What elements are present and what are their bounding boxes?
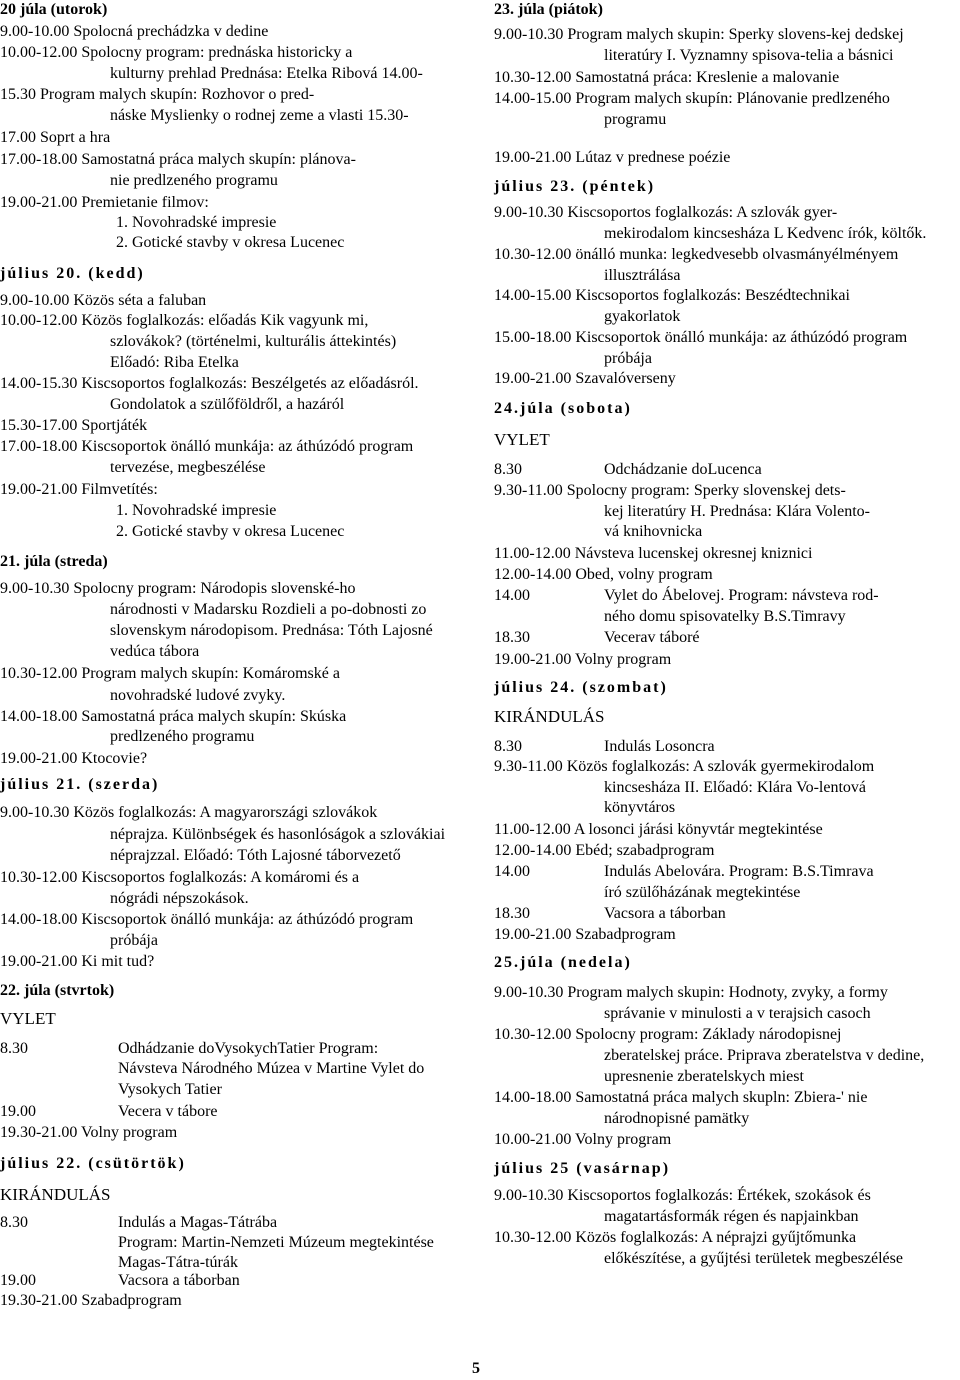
day-heading: 22. júla (stvrtok) xyxy=(0,982,115,999)
schedule-line: 9.30-11.00 Közös foglalkozás: A szlovák gyermekirodalom xyxy=(494,758,875,775)
day-heading: július 20. (kedd) xyxy=(0,265,145,282)
schedule-line: 17.00-18.00 Samostatná práca malych skupín: plánova- xyxy=(0,151,356,168)
schedule-line: 14.00 xyxy=(494,587,530,604)
schedule-line: 10.00-12.00 Spolocny program: prednáska historicky a xyxy=(0,44,353,61)
day-heading: VYLET xyxy=(494,430,550,449)
schedule-line: 9.00-10.30 Kiscsoportos foglalkozás: A szlovák gyer- xyxy=(494,204,838,221)
day-heading: KIRÁNDULÁS xyxy=(494,707,605,726)
schedule-line: predlzeného programu xyxy=(110,728,255,745)
day-heading: július 25 (vasárnap) xyxy=(494,1160,671,1177)
schedule-line: 19.00-21.00 Lútaz v prednese poézie xyxy=(494,149,731,166)
schedule-line: 8.30 xyxy=(494,461,522,478)
schedule-line: 10.30-12.00 Kiscsoportos foglalkozás: A komáromi és a xyxy=(0,869,360,886)
schedule-line: 9.00-10.30 Program malych skupin: Sperky slovens-kej dedskej xyxy=(494,26,904,43)
schedule-line: 9.00-10.30 Kiscsoportos foglalkozás: Értékek, szokások és xyxy=(494,1187,871,1204)
schedule-line: 19.00-21.00 Volny program xyxy=(494,651,672,668)
schedule-line: upresnenie zberatelskych miest xyxy=(604,1068,804,1085)
schedule-line: literatúry I. Vyznamny spisova-telia a básnici xyxy=(604,47,894,64)
schedule-line: 9.00-10.00 Közös séta a faluban xyxy=(0,292,207,309)
day-heading: 23. júla (piátok) xyxy=(494,1,603,18)
schedule-line: néprajzzal. Előadó: Tóth Lajosné táborvezető xyxy=(110,847,401,864)
day-heading: július 22. (csütörtök) xyxy=(0,1155,186,1172)
schedule-line: národnosti v Madarsku Rozdieli a po-dobnosti zo xyxy=(110,601,427,618)
schedule-line: Vecera v tábore xyxy=(118,1103,218,1120)
schedule-line: kej literatúry H. Prednása: Klára Volento- xyxy=(604,503,870,520)
schedule-line: tervezése, megbeszélése xyxy=(110,459,266,476)
schedule-line: 19.00-21.00 Ki mit tud? xyxy=(0,953,155,970)
schedule-line: 19.00 xyxy=(0,1103,36,1120)
schedule-line: Vylet do Ábelovej. Program: návsteva rod- xyxy=(604,587,879,604)
schedule-line: 17.00-18.00 Kiscsoportok önálló munkája: az áthúzódó program xyxy=(0,438,414,455)
schedule-line: 19.00-21.00 Szavalóverseny xyxy=(494,370,676,387)
day-heading: VYLET xyxy=(0,1009,56,1028)
schedule-line: 19.30-21.00 Szabadprogram xyxy=(0,1292,182,1309)
day-heading: július 23. (péntek) xyxy=(494,178,656,195)
schedule-line: vá knihovnicka xyxy=(604,523,703,540)
schedule-line: 14.00-18.00 Samostatná práca malych skupln: Zbiera-' nie xyxy=(494,1089,868,1106)
schedule-line: előkészítése, a gyűjtési területek megbeszélése xyxy=(604,1250,903,1267)
schedule-line: próbája xyxy=(604,350,652,367)
schedule-line: könyvtáros xyxy=(604,799,676,816)
schedule-line: Vacsora a táborban xyxy=(118,1272,240,1289)
schedule-line: 19.00-21.00 Szabadprogram xyxy=(494,926,676,943)
schedule-line: 10.30-12.00 Spolocny program: Základy národopisnej xyxy=(494,1026,842,1043)
schedule-line: író szülőházának megtekintése xyxy=(604,884,801,901)
schedule-line: 14.00-18.00 Kiscsoportok önálló munkája: az áthúzódó program xyxy=(0,911,414,928)
schedule-line: 15.00-18.00 Kiscsoportok önálló munkája: az áthúzódó program xyxy=(494,329,908,346)
schedule-line: Program: Martin-Nemzeti Múzeum megtekintése xyxy=(118,1234,434,1251)
schedule-line: 14.00-15.00 Kiscsoportos foglalkozás: Beszédtechnikai xyxy=(494,287,850,304)
schedule-line: ného domu spisovatelky B.S.Timravy xyxy=(604,608,846,625)
schedule-line: 15.30-17.00 Sportjáték xyxy=(0,417,148,434)
schedule-line: 8.30 xyxy=(0,1214,28,1231)
schedule-line: 18.30 xyxy=(494,905,530,922)
schedule-line: 19.00-21.00 Ktocovie? xyxy=(0,750,148,767)
schedule-line: 9.00-10.30 Közös foglalkozás: A magyarországi szlovákok xyxy=(0,804,378,821)
schedule-line: 9.00-10.00 Spolocná prechádzka v dedine xyxy=(0,23,269,40)
day-heading: július 24. (szombat) xyxy=(494,679,668,696)
schedule-line: 10.00-12.00 Közös foglalkozás: előadás Kik vagyunk mi, xyxy=(0,312,369,329)
schedule-line: 8.30 xyxy=(494,738,522,755)
schedule-line: 12.00-14.00 Ebéd; szabadprogram xyxy=(494,842,715,859)
schedule-line: 10.30-12.00 Samostatná práca: Kreslenie a malovanie xyxy=(494,69,840,86)
schedule-line: 14.00-18.00 Samostatná práca malych skupín: Skúska xyxy=(0,708,347,725)
day-heading: 25.júla (nedela) xyxy=(494,954,632,971)
schedule-line: Előadó: Riba Etelka xyxy=(110,354,239,371)
schedule-line: 10.30-12.00 önálló munka: legkedvesebb olvasmányélményem xyxy=(494,246,899,263)
schedule-line: nógrádi népszokások. xyxy=(110,890,249,907)
schedule-line: 10.30-12.00 Közös foglalkozás: A néprajzi gyűjtőmunka xyxy=(494,1229,857,1246)
schedule-line: 10.30-12.00 Program malych skupín: Komáromské a xyxy=(0,665,340,682)
schedule-line: Magas-Tátra-túrák xyxy=(118,1254,238,1271)
schedule-line: 9.00-10.30 Program malych skupin: Hodnoty, zvyky, a formy xyxy=(494,984,888,1001)
schedule-line: próbája xyxy=(110,932,158,949)
schedule-line: 14.00-15.00 Program malych skupín: Plánovanie predlzeného xyxy=(494,90,890,107)
schedule-line: náske Myslienky o rodnej zeme a vlasti 15.30- xyxy=(110,107,409,124)
schedule-line: 19.00-21.00 Premietanie filmov: xyxy=(0,194,209,211)
schedule-line: programu xyxy=(604,111,667,128)
schedule-line: 17.00 Soprt a hra xyxy=(0,129,111,146)
schedule-line: 9.00-10.30 Spolocny program: Národopis slovenské-ho xyxy=(0,580,356,597)
page-number: 5 xyxy=(472,1360,480,1377)
day-heading: 24.júla (sobota) xyxy=(494,400,632,417)
schedule-line: gyakorlatok xyxy=(604,308,681,325)
schedule-line: 9.30-11.00 Spolocny program: Sperky slovenskej dets- xyxy=(494,482,846,499)
schedule-line: illusztrálása xyxy=(604,267,681,284)
schedule-line: 11.00-12.00 A losonci járási könyvtár megtekintése xyxy=(494,821,823,838)
schedule-line: Gondolatok a szülőföldről, a hazáról xyxy=(110,396,345,413)
schedule-line: 14.00-15.30 Kiscsoportos foglalkozás: Beszélgetés az előadásról. xyxy=(0,375,419,392)
schedule-line: Vacsora a táborban xyxy=(604,905,726,922)
schedule-line: 19.30-21.00 Volny program xyxy=(0,1124,178,1141)
schedule-line: novohradské ludové zvyky. xyxy=(110,687,286,704)
schedule-line: Indulás Abelovára. Program: B.S.Timrava xyxy=(604,863,874,880)
schedule-line: 12.00-14.00 Obed, volny program xyxy=(494,566,713,583)
day-heading: július 21. (szerda) xyxy=(0,776,160,793)
schedule-line: 19.00 xyxy=(0,1272,36,1289)
schedule-line: 19.00-21.00 Filmvetítés: xyxy=(0,481,158,498)
schedule-line: zberatelskej práce. Priprava zberatelstva v dedine, xyxy=(604,1047,925,1064)
schedule-line: Návsteva Národného Múzea v Martine Vylet do xyxy=(118,1060,425,1077)
schedule-line: 1. Novohradské impresie xyxy=(116,214,277,231)
schedule-line: 15.30 Program malych skupín: Rozhovor o pred- xyxy=(0,86,315,103)
schedule-line: 10.00-21.00 Volny program xyxy=(494,1131,672,1148)
schedule-line: Odchádzanie doLucenca xyxy=(604,461,762,478)
schedule-line: mekirodalom kincsesháza L Kedvenc írók, költők. xyxy=(604,225,927,242)
schedule-line: kulturny prehlad Prednása: Etelka Ribová 14.00- xyxy=(110,65,423,82)
schedule-line: kincsesháza II. Előadó: Klára Vo-lentová xyxy=(604,779,866,796)
schedule-line: Indulás Losoncra xyxy=(604,738,715,755)
schedule-line: 1. Novohradské impresie xyxy=(116,502,277,519)
schedule-line: 2. Gotické stavby v okresa Lucenec xyxy=(116,234,345,251)
schedule-line: 14.00 xyxy=(494,863,530,880)
schedule-line: magatartásformák régen és napjainkban xyxy=(604,1208,859,1225)
schedule-line: 18.30 xyxy=(494,629,530,646)
schedule-line: Vysokych Tatier xyxy=(118,1081,222,1098)
day-heading: KIRÁNDULÁS xyxy=(0,1185,111,1204)
schedule-line: nie predlzeného programu xyxy=(110,172,278,189)
schedule-line: Indulás a Magas-Tátrába xyxy=(118,1214,278,1231)
schedule-line: néprajza. Különbségek és hasonlóságok a szlovákiai xyxy=(110,826,446,843)
schedule-line: vedúca tábora xyxy=(110,643,200,660)
day-heading: 21. júla (streda) xyxy=(0,553,108,570)
schedule-line: správanie v minulosti a v terajsich casoch xyxy=(604,1005,871,1022)
schedule-line: 11.00-12.00 Návsteva lucenskej okresnej kniznici xyxy=(494,545,813,562)
schedule-line: 2. Gotické stavby v okresa Lucenec xyxy=(116,523,345,540)
schedule-line: Odhádzanie doVysokychTatier Program: xyxy=(118,1040,379,1057)
day-heading: 20 júla (utorok) xyxy=(0,1,108,18)
schedule-line: Vecerav táboré xyxy=(604,629,700,646)
schedule-line: slovenskym národopisom. Prednása: Tóth Lajosné xyxy=(110,622,433,639)
schedule-line: 8.30 xyxy=(0,1040,28,1057)
schedule-line: národnopisné pamätky xyxy=(604,1110,750,1127)
schedule-line: szlovákok? (történelmi, kulturális áttekintés) xyxy=(110,333,397,350)
